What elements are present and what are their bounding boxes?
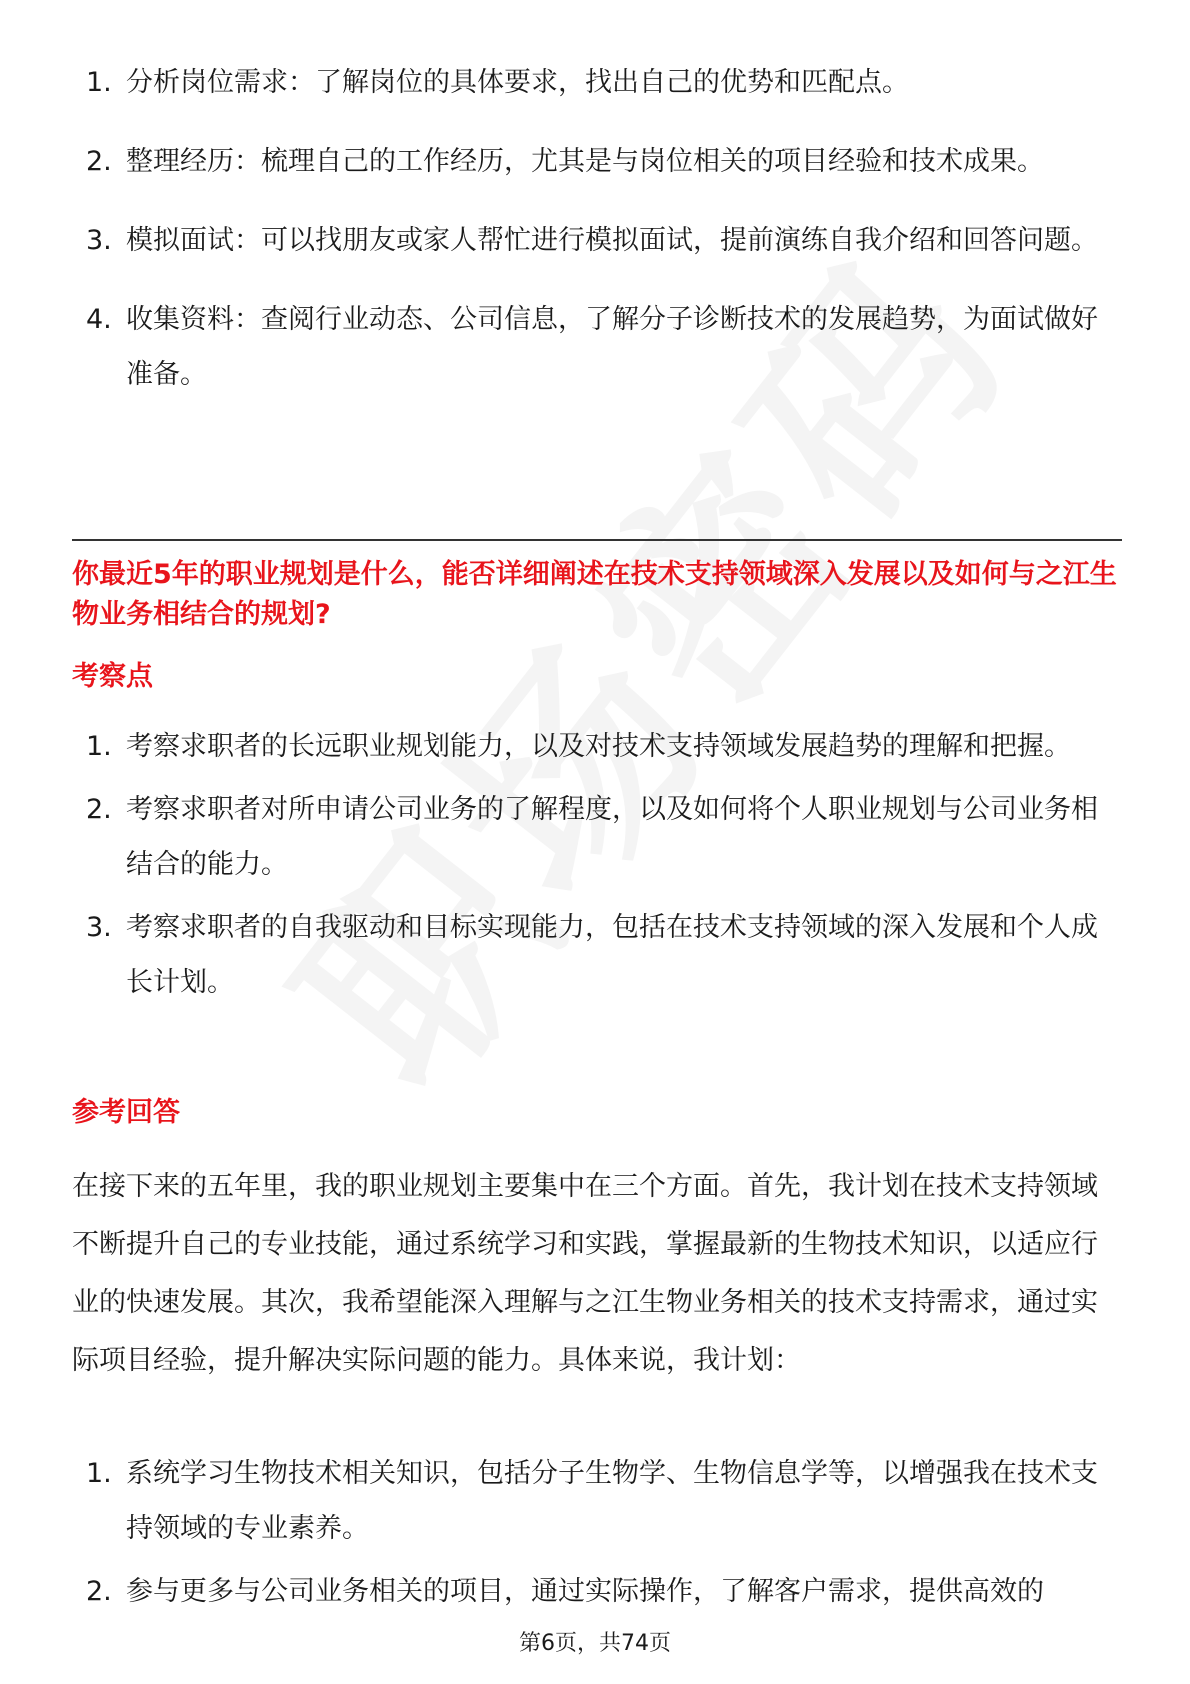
list-item: 2. 整理经历：梳理自己的工作经历，尤其是与岗位相关的项目经验和技术成果。 (86, 146, 1044, 177)
prep-steps-list (72, 55, 1122, 426)
list-item: 2. 考察求职者对所申请公司业务的了解程度，以及如何将个人职业规划与公司业务相结合的能力。 (86, 794, 1098, 880)
reference-answer-heading: 参考回答 (72, 1097, 180, 1128)
list-item: 4. 收集资料：查阅行业动态、公司信息，了解分子诊断技术的发展趋势，为面试做好准备。 (86, 304, 1098, 390)
list-item: 1. 分析岗位需求：了解岗位的具体要求，找出自己的优势和匹配点。 (86, 67, 909, 98)
list-item: 1. 考察求职者的长远职业规划能力，以及对技术支持领域发展趋势的理解和把握。 (86, 731, 1071, 762)
list-item: 3. 模拟面试：可以找朋友或家人帮忙进行模拟面试，提前演练自我介绍和回答问题。 (86, 225, 1098, 256)
interview-question: 你最近5年的职业规划是什么，能否详细阐述在技术支持领域深入发展以及如何与之江生物业务相结合的规划? (72, 559, 1117, 630)
section-divider (72, 539, 1122, 541)
answer-paragraph: 在接下来的五年里，我的职业规划主要集中在三个方面。首先，我计划在技术支持领域不断提升自己的专业技能，通过系统学习和实践，掌握最新的生物技术知识，以适应行业的快速发展。其次，我希望能深入理解与之江生物业务相关的技术支持需求，通过实际项目经验，提升解决实际问题的能力。具体来说，我计划： (72, 1171, 1098, 1376)
list-item: 2. 参与更多与公司业务相关的项目，通过实际操作，了解客户需求，提供高效的 (86, 1576, 1044, 1607)
list-item: 1. 系统学习生物技术相关知识，包括分子生物学、生物信息学等，以增强我在技术支持领域的专业素养。 (86, 1458, 1098, 1544)
key-points-heading: 考察点 (72, 661, 153, 692)
list-item: 3. 考察求职者的自我驱动和目标实现能力，包括在技术支持领域的深入发展和个人成长计划。 (86, 912, 1098, 998)
key-points-list (72, 719, 1122, 1018)
plan-list (72, 1446, 1122, 1627)
page-number: 第6页，共74页 (519, 1631, 671, 1656)
